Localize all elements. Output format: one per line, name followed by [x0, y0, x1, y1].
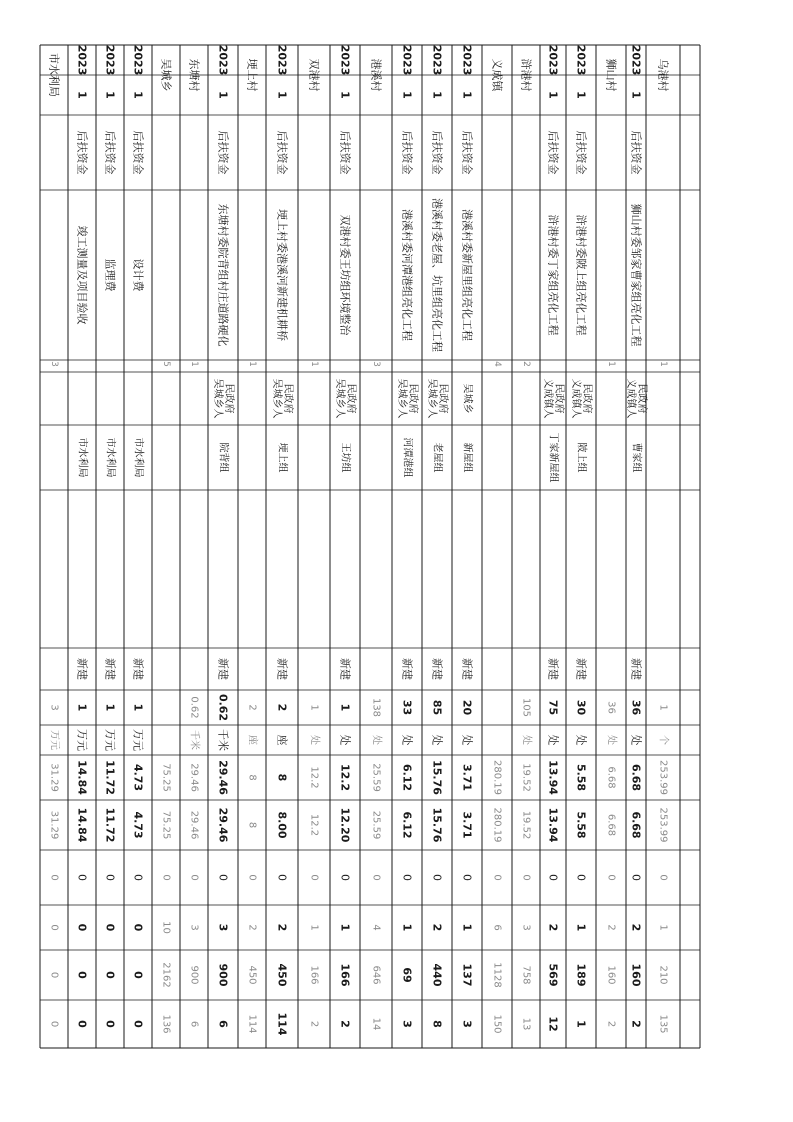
cell-nature: 新建 — [103, 658, 117, 680]
section-label: 东塘村 — [187, 58, 201, 92]
cell-unit-owner: 市水利局 — [132, 437, 144, 478]
cell-fund-type: 后扶资金 — [574, 130, 588, 175]
cell-seq: 1 — [75, 91, 89, 99]
section-unit: 处 — [520, 735, 532, 745]
section-total: 280.19 — [491, 760, 503, 795]
cell-project: 埂上村委港溪河新建机耕桥 — [275, 209, 289, 341]
cell-households: 569 — [546, 963, 560, 987]
section-total: 31.29 — [48, 763, 60, 792]
section-people: 114 — [246, 1014, 258, 1034]
section-total: 8 — [246, 774, 258, 781]
section-people: 13 — [520, 1017, 532, 1031]
cell-total: 8 — [275, 773, 289, 782]
cell-project: 监理费 — [103, 258, 117, 292]
cell-group: 丁家新屋组 — [547, 432, 559, 483]
section-villages: 3 — [188, 924, 200, 931]
section-unit: 个 — [657, 735, 669, 745]
section-households: 758 — [520, 965, 532, 985]
cell-unit: 处 — [574, 734, 588, 746]
section-fund: 253.99 — [657, 807, 669, 843]
cell-group: 陂上组 — [575, 442, 587, 473]
cell-households: 900 — [216, 963, 230, 987]
cell-fund: 6.68 — [629, 811, 643, 839]
cell-owner: 吴城乡 — [461, 383, 473, 414]
section-unit: 千米 — [188, 730, 200, 750]
cell-owner: 义成镇人 — [570, 378, 581, 419]
cell-other: 0 — [216, 874, 230, 881]
cell-villages: 1 — [460, 923, 474, 932]
cell-qty: 30 — [574, 699, 588, 716]
cell-owner: 民政府 — [345, 383, 356, 414]
cell-nature: 新建 — [338, 658, 352, 680]
section-count: 4 — [492, 361, 502, 367]
section-count: 2 — [521, 361, 531, 367]
cell-owner: 民政府 — [282, 383, 293, 414]
cell-qty: 75 — [546, 699, 560, 716]
section-villages: 6 — [491, 924, 503, 931]
cell-households: 0 — [103, 971, 117, 979]
cell-total: 29.46 — [216, 760, 230, 795]
cell-people: 0 — [131, 1020, 145, 1028]
section-count: 1 — [606, 361, 616, 367]
section-other: 0 — [605, 874, 617, 881]
section-villages: 0 — [48, 924, 60, 931]
cell-people: 1 — [574, 1020, 588, 1028]
section-fund: 25.59 — [370, 810, 382, 840]
cell-total: 15.76 — [430, 760, 444, 795]
cell-project: 竣工测量及项目验收 — [75, 225, 89, 325]
cell-owner: 吴城乡人 — [396, 378, 407, 419]
cell-qty: 2 — [275, 703, 289, 712]
section-villages: 4 — [370, 924, 382, 931]
section-total: 29.46 — [188, 763, 200, 792]
cell-owner: 民政府 — [223, 383, 234, 414]
section-label: 乌港村 — [656, 58, 670, 92]
section-label: 埂上村 — [245, 58, 259, 92]
cell-seq: 1 — [400, 91, 414, 99]
section-qty: 0.62 — [188, 696, 200, 719]
cell-fund: 6.12 — [400, 811, 414, 839]
section-count: 5 — [161, 361, 171, 367]
section-label: 市水利局 — [47, 53, 61, 97]
cell-unit: 万元 — [131, 729, 145, 751]
cell-villages: 1 — [574, 923, 588, 932]
cell-villages: 1 — [338, 923, 352, 932]
cell-people: 2 — [629, 1020, 643, 1028]
cell-people: 0 — [75, 1020, 89, 1028]
cell-total: 11.72 — [103, 760, 117, 795]
cell-households: 160 — [629, 963, 643, 987]
section-label: 义成镇 — [490, 58, 504, 92]
section-people: 0 — [48, 1020, 60, 1028]
cell-total: 5.58 — [574, 763, 588, 792]
section-total: 6.68 — [605, 766, 617, 789]
section-fund: 31.29 — [48, 810, 60, 840]
section-other: 0 — [308, 874, 320, 881]
cell-seq: 1 — [430, 91, 444, 99]
cell-qty: 1 — [75, 703, 89, 712]
section-total: 12.2 — [308, 766, 320, 789]
section-other: 0 — [520, 874, 532, 881]
cell-fund-type: 后扶资金 — [131, 130, 145, 175]
cell-households: 0 — [131, 971, 145, 979]
cell-group: 河潭港组 — [401, 437, 413, 478]
cell-project: 港溪村委河潭港组亮化工程 — [400, 209, 414, 341]
section-households: 210 — [657, 965, 669, 985]
cell-qty: 1 — [103, 703, 117, 712]
cell-nature: 新建 — [629, 658, 643, 680]
cell-qty: 85 — [430, 699, 444, 716]
cell-fund-type: 后扶资金 — [629, 130, 643, 175]
cell-year: 2023 — [75, 44, 89, 76]
section-other: 0 — [160, 874, 172, 881]
section-fund: 8 — [246, 821, 258, 829]
section-people: 6 — [188, 1020, 200, 1028]
cell-owner: 民政府 — [437, 383, 448, 414]
section-count: 1 — [189, 361, 199, 367]
cell-people: 3 — [460, 1020, 474, 1028]
cell-other: 0 — [430, 874, 444, 881]
cell-total: 4.73 — [131, 763, 145, 792]
cell-nature: 新建 — [574, 658, 588, 680]
cell-other: 0 — [275, 874, 289, 881]
cell-villages: 1 — [400, 923, 414, 932]
cell-households: 450 — [275, 963, 289, 987]
section-households: 2162 — [160, 962, 172, 988]
cell-households: 0 — [75, 971, 89, 979]
cell-group: 院背组 — [217, 442, 229, 473]
section-qty: 36 — [605, 701, 617, 714]
cell-people: 3 — [400, 1020, 414, 1028]
cell-group: 王坊组 — [339, 442, 351, 473]
cell-unit-owner: 市水利局 — [76, 437, 88, 478]
cell-seq: 1 — [103, 91, 117, 99]
cell-project: 港溪村委新屋里组亮化工程 — [460, 209, 474, 341]
cell-nature: 新建 — [400, 658, 414, 680]
cell-project: 双港村委王坊组环境整治 — [338, 214, 352, 336]
cell-seq: 1 — [275, 91, 289, 99]
section-total: 25.59 — [370, 763, 382, 792]
cell-nature: 新建 — [216, 658, 230, 680]
cell-fund: 14.84 — [75, 807, 89, 843]
cell-nature: 新建 — [430, 658, 444, 680]
section-fund: 29.46 — [188, 810, 200, 840]
cell-unit: 万元 — [75, 729, 89, 751]
cell-fund: 13.94 — [546, 807, 560, 843]
section-households: 166 — [308, 965, 320, 985]
cell-qty: 20 — [460, 699, 474, 716]
cell-project: 港溪村委老屋、坑里组亮化工程 — [430, 198, 444, 352]
cell-fund: 8.00 — [275, 811, 289, 839]
section-households: 646 — [370, 965, 382, 985]
section-count: 3 — [371, 361, 381, 367]
cell-other: 0 — [338, 874, 352, 881]
cell-people: 0 — [103, 1020, 117, 1028]
section-people: 14 — [370, 1017, 382, 1031]
cell-households: 69 — [400, 967, 414, 983]
cell-other: 0 — [131, 874, 145, 881]
section-qty: 105 — [520, 697, 532, 718]
cell-fund-type: 后扶资金 — [430, 130, 444, 175]
cell-people: 114 — [275, 1012, 289, 1036]
section-label: 吴城乡 — [159, 58, 173, 92]
cell-other: 0 — [103, 874, 117, 881]
cell-unit-owner: 市水利局 — [104, 437, 116, 478]
cell-unit: 处 — [430, 734, 444, 746]
section-households: 0 — [48, 971, 60, 979]
cell-villages: 2 — [546, 923, 560, 932]
cell-unit: 处 — [400, 734, 414, 746]
cell-qty: 0.62 — [216, 693, 230, 722]
cell-year: 2023 — [400, 44, 414, 76]
cell-other: 0 — [75, 874, 89, 881]
cell-total: 14.84 — [75, 760, 89, 795]
cell-qty: 1 — [131, 703, 145, 712]
cell-year: 2023 — [546, 44, 560, 76]
cell-seq: 1 — [131, 91, 145, 99]
cell-year: 2023 — [574, 44, 588, 76]
cell-unit: 座 — [275, 734, 289, 746]
cell-owner: 义成镇人 — [542, 378, 553, 419]
cell-qty: 36 — [629, 699, 643, 716]
cell-unit: 处 — [629, 734, 643, 746]
cell-owner: 吴城乡人 — [334, 378, 345, 419]
cell-project: 设计费 — [131, 258, 145, 292]
cell-fund-type: 后扶资金 — [103, 130, 117, 175]
cell-nature: 新建 — [131, 658, 145, 680]
cell-households: 166 — [338, 963, 352, 987]
cell-seq: 1 — [216, 91, 230, 99]
section-count: 3 — [49, 361, 59, 367]
cell-villages: 0 — [75, 923, 89, 932]
section-people: 150 — [491, 1014, 503, 1034]
cell-qty: 33 — [400, 699, 414, 716]
section-other: 0 — [657, 874, 669, 881]
section-other: 0 — [188, 874, 200, 881]
section-qty: 3 — [48, 704, 60, 711]
cell-fund-type: 后扶资金 — [216, 130, 230, 175]
cell-owner: 义成镇人 — [625, 378, 636, 419]
section-label: 港溪村 — [369, 58, 383, 92]
cell-project: 浒港村委丁家组亮化工程 — [546, 214, 560, 336]
cell-group: 新屋组 — [461, 442, 473, 473]
cell-people: 8 — [430, 1020, 444, 1028]
cell-fund: 29.46 — [216, 807, 230, 843]
section-total: 253.99 — [657, 760, 669, 795]
cell-unit: 千米 — [216, 729, 230, 751]
cell-year: 2023 — [103, 44, 117, 76]
section-fund: 280.19 — [491, 807, 503, 843]
cell-year: 2023 — [338, 44, 352, 76]
cell-fund-type: 后扶资金 — [400, 130, 414, 175]
section-fund: 12.2 — [308, 813, 320, 837]
section-fund: 75.25 — [160, 810, 172, 840]
cell-seq: 1 — [546, 91, 560, 99]
section-qty: 1 — [657, 704, 669, 711]
cell-unit: 处 — [546, 734, 560, 746]
cell-owner: 民政府 — [553, 383, 564, 414]
cell-fund-type: 后扶资金 — [75, 130, 89, 175]
cell-total: 13.94 — [546, 760, 560, 795]
section-fund: 6.68 — [605, 813, 617, 837]
cell-other: 0 — [629, 874, 643, 881]
section-villages: 3 — [520, 924, 532, 931]
cell-households: 189 — [574, 963, 588, 987]
cell-year: 2023 — [216, 44, 230, 76]
cell-owner: 民政府 — [636, 383, 647, 414]
cell-people: 2 — [338, 1020, 352, 1028]
cell-seq: 1 — [629, 91, 643, 99]
cell-nature: 新建 — [546, 658, 560, 680]
cell-total: 6.68 — [629, 763, 643, 792]
cell-other: 0 — [546, 874, 560, 881]
section-total: 75.25 — [160, 763, 172, 792]
cell-owner: 吴城乡人 — [426, 378, 437, 419]
cell-project: 狮山村委邹家曹家组亮化工程 — [629, 203, 643, 347]
section-villages: 1 — [657, 924, 669, 931]
cell-nature: 新建 — [75, 658, 89, 680]
cell-villages: 2 — [629, 923, 643, 932]
cell-year: 2023 — [275, 44, 289, 76]
cell-year: 2023 — [629, 44, 643, 76]
section-qty: 2 — [246, 704, 258, 711]
cell-villages: 3 — [216, 923, 230, 932]
cell-group: 曹家组 — [630, 442, 642, 473]
cell-nature: 新建 — [275, 658, 289, 680]
section-people: 135 — [657, 1014, 669, 1034]
cell-fund: 12.20 — [338, 807, 352, 843]
section-unit: 处 — [605, 735, 617, 745]
section-label: 浒港村 — [519, 58, 533, 92]
section-label: 双港村 — [307, 58, 321, 92]
section-people: 2 — [308, 1020, 320, 1028]
cell-households: 440 — [430, 963, 444, 987]
cell-other: 0 — [574, 874, 588, 881]
cell-project: 浒港村委陂上组亮化工程 — [574, 214, 588, 336]
section-count: 1 — [309, 361, 319, 367]
section-villages: 2 — [246, 924, 258, 931]
cell-fund-type: 后扶资金 — [546, 130, 560, 175]
cell-seq: 1 — [338, 91, 352, 99]
cell-villages: 2 — [275, 923, 289, 932]
cell-nature: 新建 — [460, 658, 474, 680]
cell-villages: 0 — [131, 923, 145, 932]
section-households: 450 — [246, 965, 258, 985]
cell-year: 2023 — [460, 44, 474, 76]
section-unit: 万元 — [48, 730, 60, 750]
cell-fund-type: 后扶资金 — [338, 130, 352, 175]
cell-fund: 4.73 — [131, 811, 145, 839]
section-unit: 处 — [370, 735, 382, 745]
cell-group: 埂上组 — [276, 442, 288, 473]
cell-year: 2023 — [131, 44, 145, 76]
cell-owner: 民政府 — [581, 383, 592, 414]
cell-year: 2023 — [430, 44, 444, 76]
section-households: 160 — [605, 965, 617, 985]
cell-total: 3.71 — [460, 763, 474, 792]
cell-fund: 3.71 — [460, 811, 474, 839]
cell-other: 0 — [400, 874, 414, 881]
section-unit: 处 — [308, 735, 320, 745]
section-count: 1 — [658, 361, 668, 367]
cell-fund-type: 后扶资金 — [460, 130, 474, 175]
section-qty: 138 — [370, 697, 382, 718]
section-households: 1128 — [491, 962, 503, 988]
cell-unit: 处 — [338, 734, 352, 746]
cell-people: 6 — [216, 1020, 230, 1028]
cell-fund-type: 后扶资金 — [275, 130, 289, 175]
section-people: 2 — [605, 1020, 617, 1028]
cell-total: 6.12 — [400, 763, 414, 792]
cell-qty: 1 — [338, 703, 352, 712]
cell-fund: 11.72 — [103, 807, 117, 843]
section-count: 1 — [247, 361, 257, 367]
cell-owner: 吴城乡人 — [212, 378, 223, 419]
cell-unit: 万元 — [103, 729, 117, 751]
cell-group: 老屋组 — [431, 442, 443, 473]
cell-seq: 1 — [460, 91, 474, 99]
cell-villages: 0 — [103, 923, 117, 932]
cell-fund: 15.76 — [430, 807, 444, 843]
cell-owner: 吴城乡人 — [271, 378, 282, 419]
section-other: 0 — [370, 874, 382, 881]
section-households: 900 — [188, 965, 200, 985]
section-total: 19.52 — [520, 763, 532, 792]
section-people: 136 — [160, 1014, 172, 1034]
section-other: 0 — [491, 874, 503, 881]
cell-fund: 5.58 — [574, 811, 588, 839]
section-fund: 19.52 — [520, 810, 532, 840]
cell-owner: 民政府 — [407, 383, 418, 414]
section-villages: 1 — [308, 924, 320, 931]
section-other: 0 — [48, 874, 60, 881]
section-qty: 1 — [308, 704, 320, 711]
cell-other: 0 — [460, 874, 474, 881]
section-villages: 2 — [605, 924, 617, 931]
cell-people: 12 — [546, 1016, 560, 1032]
cell-households: 137 — [460, 963, 474, 987]
cell-villages: 2 — [430, 923, 444, 932]
cell-seq: 1 — [574, 91, 588, 99]
section-other: 0 — [246, 874, 258, 881]
cell-project: 东塘村委院背组村庄道路硬化 — [216, 203, 230, 347]
section-villages: 10 — [160, 921, 172, 934]
section-label: 狮山村 — [604, 58, 618, 92]
cell-total: 12.2 — [338, 763, 352, 792]
cell-unit: 处 — [460, 734, 474, 746]
section-unit: 座 — [246, 735, 258, 745]
